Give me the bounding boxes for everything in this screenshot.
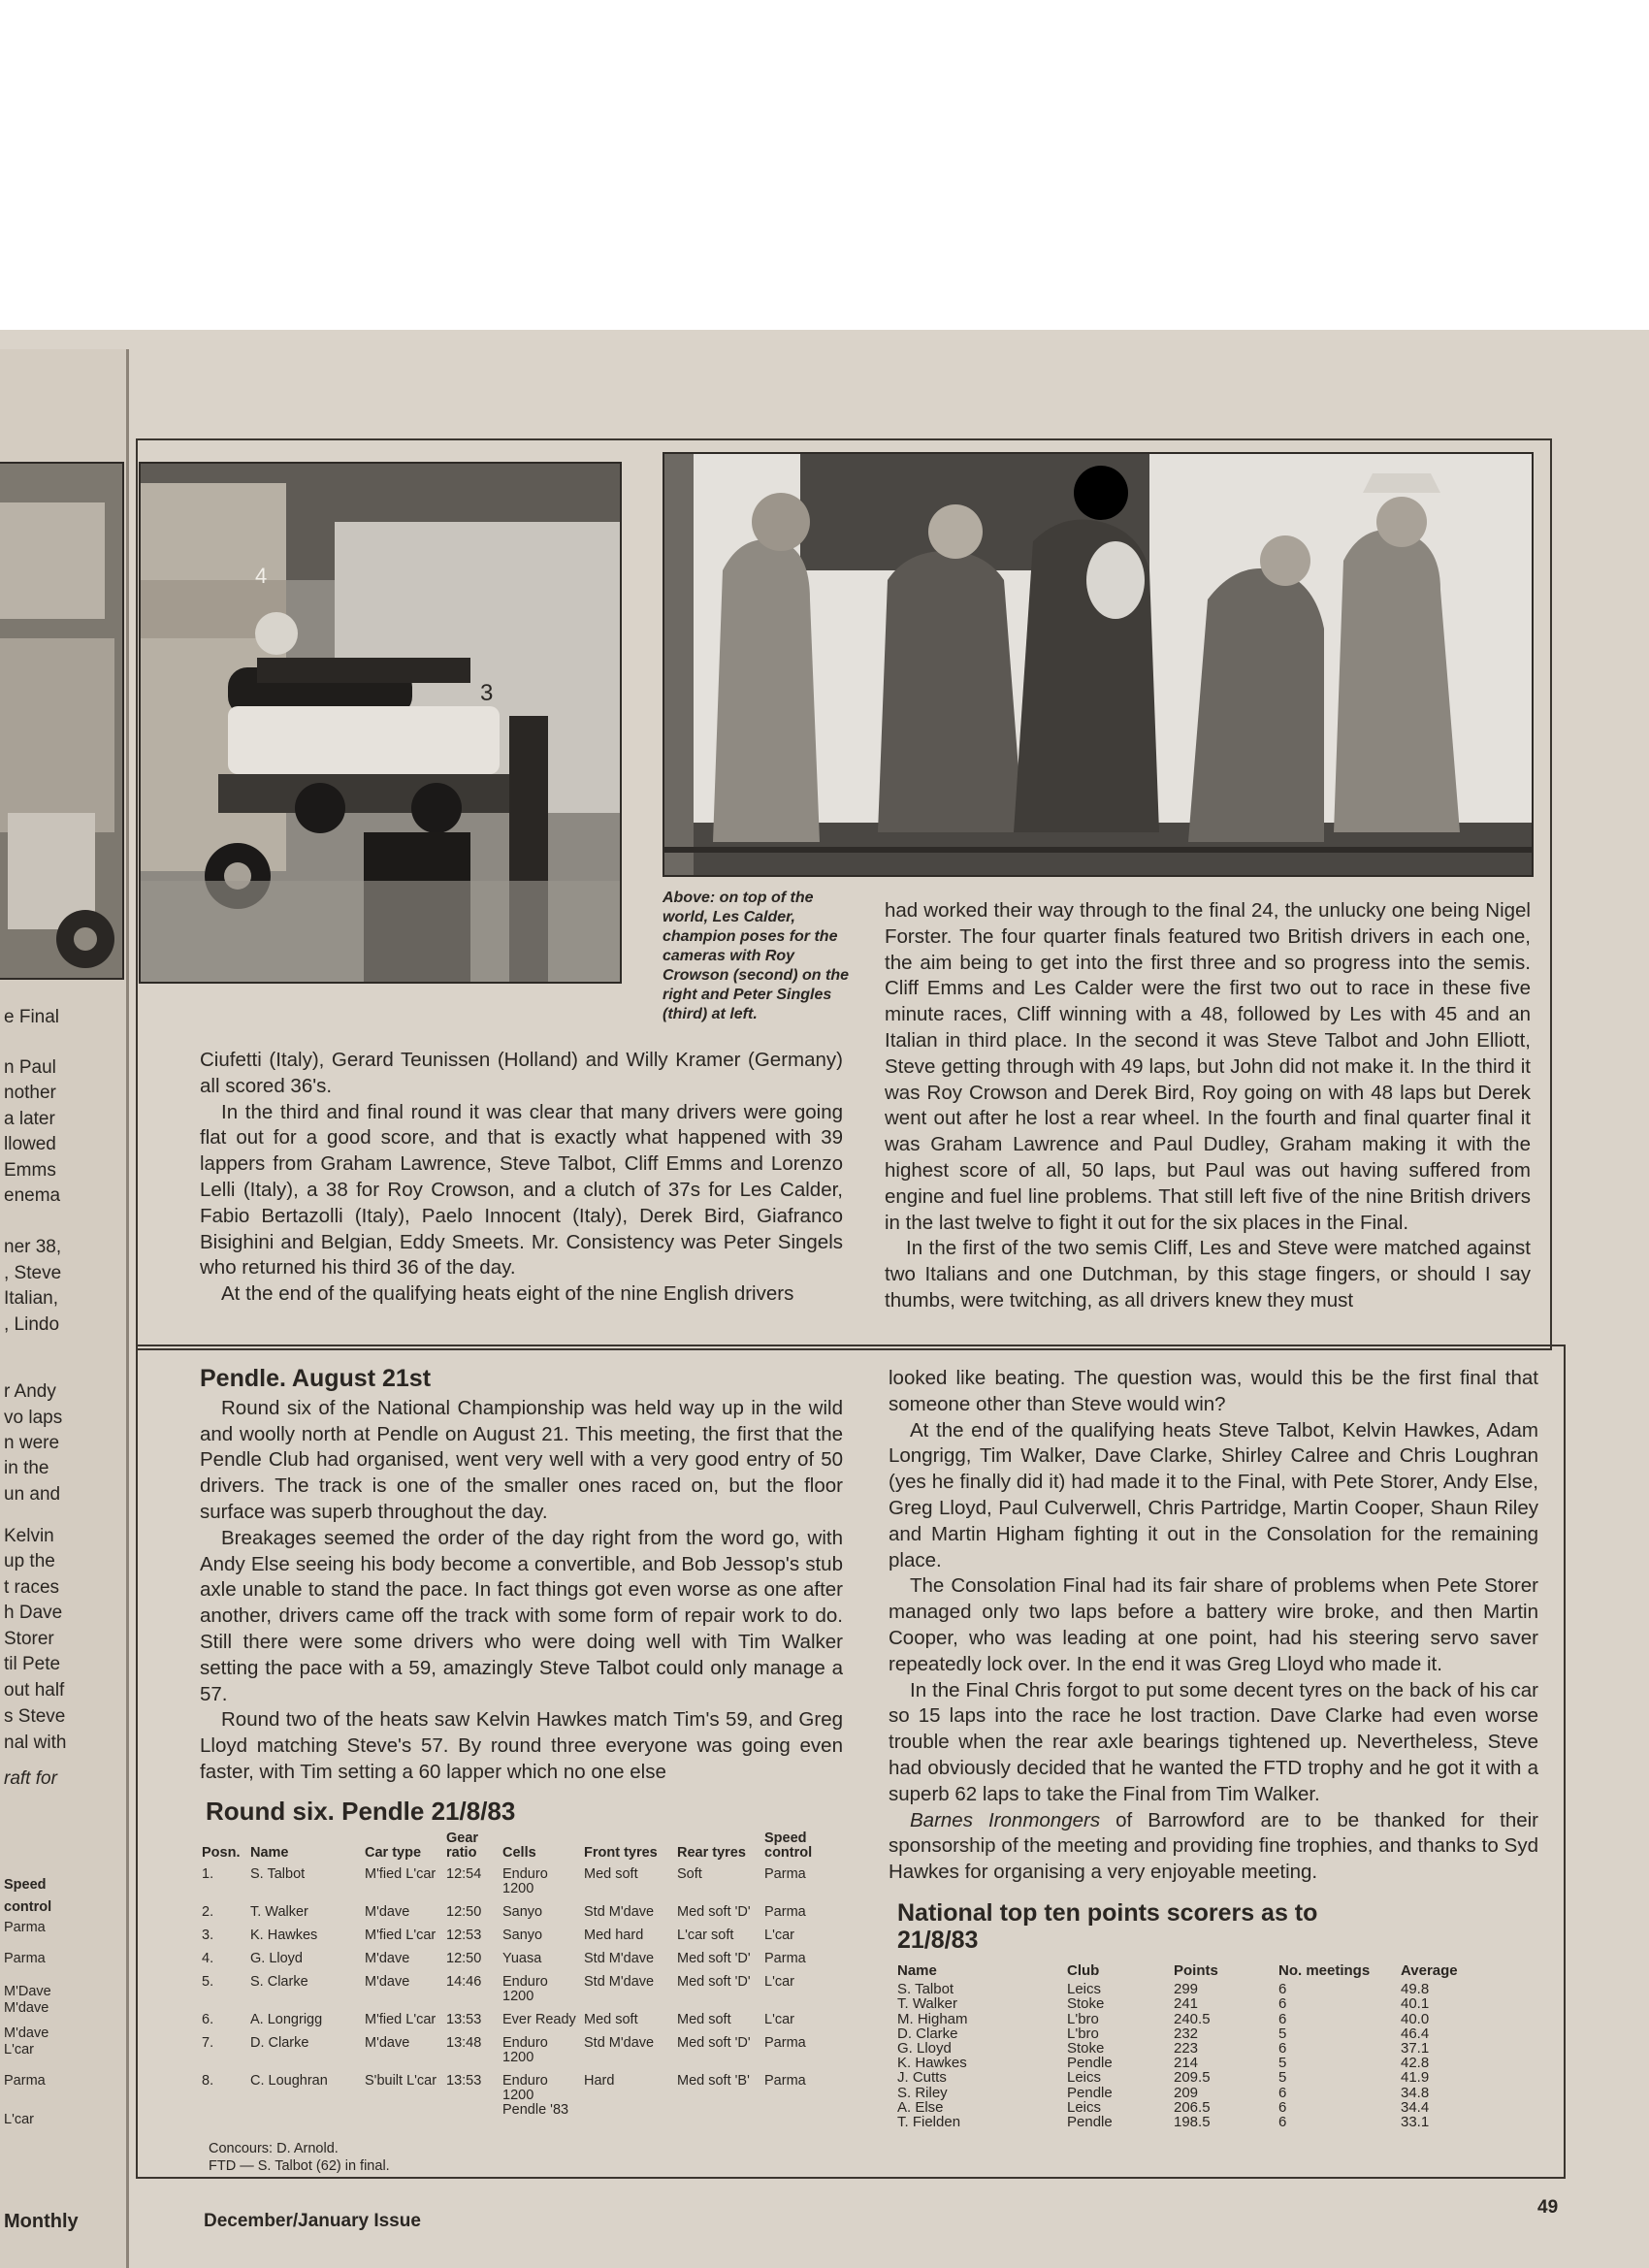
left-page-text-fragment: M'dave	[4, 2025, 49, 2041]
column-header: Car type	[365, 1845, 422, 1861]
pendle-heading: Pendle. August 21st	[200, 1365, 432, 1392]
left-page-footer: Monthly	[4, 2211, 79, 2232]
table-cell: 209	[1174, 2084, 1199, 2101]
table-cell: Med soft 'D'	[677, 1904, 751, 1920]
paragraph: had worked their way through to the final 24, the unlucky one being Nigel Forster. The four quarter finals featured two British drivers in each one, the aim being to get into the first three and so progress into the semis. Cliff Emms and Les Calder were the first two out to race in these five minute races, Cliff winning with a 48, followed by Les with 45 and an Italian in third place. In the second it was Steve Talbot and John Elliott, Steve getting through with 49 laps, but John did not make it. In the third it was Roy Crowson and Derek Bird, Roy going on with 48 laps but Derek went out after he lost a rear wheel. In the fourth and final quarter final it was Graham Lawrence and Paul Dudley, Graham making it with the highest score of all, 50 laps, but Paul was out having suffered from engine and fuel line problems. That still left five of the nine British drivers in the last twelve to fight it out for the six places in the Final.	[885, 899, 1531, 1234]
table-cell: T. Walker	[897, 1995, 957, 2013]
pendle-article-col1	[200, 1366, 843, 1786]
race-cars-illustration	[141, 464, 620, 982]
table-cell: T. Walker	[250, 1904, 308, 1920]
page-number: 49	[1537, 2197, 1559, 2218]
table-cell: Med soft 'B'	[677, 2073, 750, 2089]
paragraph: looked like beating. The question was, would this be the first final that someone other than Steve would win?	[889, 1367, 1538, 1415]
table-cell: 223	[1174, 2040, 1199, 2057]
table-cell: Sanyo	[502, 1928, 543, 1943]
left-page-text-fragment: control	[4, 1899, 52, 1915]
paragraph: Round two of the heats saw Kelvin Hawkes match Tim's 59, and Greg Lloyd matching Steve's 57. By round three everyone was going even faster, with Tim setting a 60 lapper which no one else	[200, 1708, 843, 1783]
table-cell: 2.	[202, 1904, 214, 1920]
table-cell: 6	[1278, 2114, 1287, 2131]
round-table-title: Round six. Pendle 21/8/83	[206, 1797, 516, 1826]
table-row	[897, 2056, 1507, 2070]
table-cell: M'dave	[365, 2035, 410, 2051]
table-cell: 6.	[202, 2012, 214, 2027]
table-cell: 41.9	[1401, 2069, 1430, 2087]
left-page-text-fragment: e Final	[4, 1007, 60, 1027]
left-page-text-fragment: t races	[4, 1577, 60, 1598]
table-cell: T. Fielden	[897, 2114, 961, 2131]
table-row	[897, 2086, 1507, 2100]
table-cell: L'car	[764, 1974, 794, 1990]
table-cell: 240.5	[1174, 2010, 1211, 2027]
table-cell: A. Else	[897, 2098, 944, 2116]
table-cell: Parma	[764, 1951, 806, 1966]
left-page-text-fragment: s Steve	[4, 1706, 66, 1727]
left-page-text-fragment: Storer	[4, 1629, 54, 1649]
paragraph: In the third and final round it was clear that many drivers were going flat out for a good score, and that is exactly what happened with 39 lappers from Graham Lawrence, Steve Talbot, Cliff Emms and Lorenzo Lelli (Italy), a 38 for Roy Crowson, and a clutch of 37s for Les Calder, Fabio Bertazolli (Italy), Paelo Innocent (Italy), Derek Bird, Giafranco Bisighini and Belgian, Eddy Smeets. Mr. Consistency was Peter Singels who returned his third 36 of the day.	[200, 1100, 843, 1280]
table-cell: 7.	[202, 2035, 214, 2051]
left-page-text-fragment: n were	[4, 1433, 60, 1453]
column-header: Rear tyres	[677, 1845, 746, 1861]
table-cell: 5	[1278, 2055, 1287, 2072]
table-cell: 6	[1278, 1995, 1287, 2013]
table-cell: Enduro 1200	[502, 2035, 548, 2065]
table-cell: Enduro 1200 Pendle '83	[502, 2073, 569, 2118]
table-cell: 206.5	[1174, 2098, 1211, 2116]
table-cell: 3.	[202, 1928, 214, 1943]
left-page-text-fragment: M'Dave	[4, 1984, 51, 1999]
table-cell: 46.4	[1401, 2025, 1430, 2042]
left-page-text-fragment: a later	[4, 1109, 55, 1129]
table-cell: Std M'dave	[584, 2035, 655, 2051]
column-header: Cells	[502, 1845, 536, 1861]
left-page-text-fragment: up the	[4, 1551, 55, 1571]
upper-article-col2	[885, 898, 1531, 1314]
table-cell: Pendle	[1067, 2055, 1113, 2072]
table-cell: 198.5	[1174, 2114, 1211, 2131]
sponsor-name: Barnes Ironmongers	[910, 1808, 1101, 1831]
table-cell: 33.1	[1401, 2114, 1430, 2131]
left-page-text-fragment: llowed	[4, 1134, 56, 1154]
column-header: Name	[250, 1845, 289, 1861]
table-cell: 34.4	[1401, 2098, 1430, 2116]
podium-photo	[663, 452, 1534, 877]
table-row	[897, 1982, 1507, 1996]
left-page-text-fragment: raft for	[4, 1768, 57, 1789]
points-table-header	[897, 1963, 1507, 1982]
left-page-text-fragment: nal with	[4, 1733, 67, 1753]
left-page-text-fragment: nother	[4, 1083, 56, 1103]
table-cell: 34.8	[1401, 2084, 1430, 2101]
table-cell: Sanyo	[502, 1904, 543, 1920]
table-row	[202, 1864, 850, 1902]
table-cell: S. Clarke	[250, 1974, 308, 1990]
table-cell: 12:53	[446, 1928, 482, 1943]
table-row	[897, 1996, 1507, 2011]
left-page-text-fragment: L'car	[4, 2042, 34, 2057]
table-cell: 5.	[202, 1974, 214, 1990]
photo-caption: Above: on top of the world, Les Calder, champion poses for the cameras with Roy Crowson (second) on the right and Peter Singles (third) at left.	[663, 890, 849, 1022]
table-cell: 5	[1278, 2025, 1287, 2042]
table-cell: C. Loughran	[250, 2073, 328, 2089]
left-page-text-fragment: M'dave	[4, 2000, 49, 2016]
table-cell: 6	[1278, 2010, 1287, 2027]
table-cell: Leics	[1067, 2098, 1102, 2116]
table-row	[202, 2010, 850, 2033]
left-page-strip	[0, 349, 129, 2268]
table-cell: 214	[1174, 2055, 1199, 2072]
table-cell: Med soft	[584, 1866, 638, 1882]
table-cell: A. Longrigg	[250, 2012, 323, 2027]
paragraph: Breakages seemed the order of the day right from the word go, with Andy Else seeing his body become a convertible, and Bob Jessop's stub axle unable to stand the pace. In fact things got even worse as one after another, drivers came off the track with some form of repair work to do. Still there were some drivers who were doing well with Tim Walker setting the pace with a 59, amazingly Steve Talbot could only manage a 57.	[200, 1526, 843, 1705]
table-cell: Pendle	[1067, 2084, 1113, 2101]
table-cell: 8.	[202, 2073, 214, 2089]
table-row	[202, 1972, 850, 2010]
column-header: Club	[1067, 1962, 1100, 1979]
left-page-text-fragment: Parma	[4, 1920, 46, 1935]
table-cell: 14:46	[446, 1974, 482, 1990]
table-row	[897, 2100, 1507, 2115]
table-cell: S. Talbot	[897, 1981, 954, 1998]
table-cell: 13:53	[446, 2012, 482, 2027]
left-page-text-fragment: in the	[4, 1458, 49, 1478]
table-cell: M'dave	[365, 1974, 410, 1990]
column-header: No. meetings	[1278, 1962, 1371, 1979]
car-number-4: 4	[255, 564, 268, 588]
left-page-text-fragment: L'car	[4, 2112, 34, 2127]
table-cell: 6	[1278, 1981, 1287, 1998]
table-cell: 1.	[202, 1866, 214, 1882]
table-cell: Parma	[764, 1866, 806, 1882]
table-cell: Std M'dave	[584, 1974, 655, 1990]
column-header: Points	[1174, 1962, 1218, 1979]
table-cell: L'car	[764, 1928, 794, 1943]
table-cell: Parma	[764, 2073, 806, 2089]
table-cell: M. Higham	[897, 2010, 968, 2027]
left-page-text-fragment: h Dave	[4, 1603, 63, 1623]
table-cell: 12:54	[446, 1866, 482, 1882]
table-cell: 49.8	[1401, 1981, 1430, 1998]
table-cell: 232	[1174, 2025, 1199, 2042]
table-cell: Med hard	[584, 1928, 644, 1943]
left-page-text-fragment: Emms	[4, 1160, 56, 1181]
table-cell: K. Hawkes	[250, 1928, 318, 1943]
table-cell: 299	[1174, 1981, 1199, 1998]
sponsor-text: of Barrowford are to be thanked for their sponsorship of the meeting and providing fine trophies, and thanks to Syd Hawkes for organising a very enjoyable meeting.	[889, 1808, 1539, 1884]
table-cell: Parma	[764, 1904, 806, 1920]
pendle-article-col2	[889, 1366, 1538, 1886]
table-cell: Leics	[1067, 1981, 1102, 1998]
left-page-text-fragment: Speed	[4, 1877, 47, 1893]
left-page-photo-art	[0, 464, 122, 978]
column-header: Speed control	[764, 1831, 813, 1861]
left-page-text-fragment: Italian,	[4, 1288, 58, 1309]
table-cell: 4.	[202, 1951, 214, 1966]
round-results-table	[202, 1831, 850, 2123]
table-cell: Std M'dave	[584, 1951, 655, 1966]
race-cars-photo	[139, 462, 622, 984]
column-header: Posn.	[202, 1845, 241, 1861]
left-page-text-fragment: til Pete	[4, 1654, 61, 1674]
table-cell: 5	[1278, 2069, 1287, 2087]
table-cell: Parma	[764, 2035, 806, 2051]
table-cell: 12:50	[446, 1951, 482, 1966]
table-cell: Stoke	[1067, 2040, 1105, 2057]
table-row	[202, 1926, 850, 1949]
round-table-header	[202, 1831, 850, 1864]
points-table	[897, 1963, 1507, 2129]
left-page-text-fragment: Kelvin	[4, 1526, 54, 1546]
table-row	[897, 2041, 1507, 2056]
table-cell: L'bro	[1067, 2025, 1099, 2042]
table-cell: Stoke	[1067, 1995, 1105, 2013]
table-row	[897, 2026, 1507, 2041]
table-cell: 40.1	[1401, 1995, 1430, 2013]
left-page-text-fragment: r Andy	[4, 1381, 56, 1402]
upper-article-col1	[200, 1048, 843, 1308]
table-cell: Med soft	[677, 2012, 731, 2027]
table-row	[202, 1902, 850, 1926]
left-page-text-fragment: , Lindo	[4, 1314, 60, 1335]
left-page-text-fragment: Parma	[4, 2073, 46, 2089]
table-cell: Std M'dave	[584, 1904, 655, 1920]
car-number-3: 3	[480, 680, 494, 706]
podium-illustration	[664, 454, 1532, 875]
table-cell: 13:48	[446, 2035, 482, 2051]
table-row	[897, 2115, 1507, 2129]
table-cell: 209.5	[1174, 2069, 1211, 2087]
table-cell: 6	[1278, 2098, 1287, 2116]
paragraph	[889, 1808, 1538, 1886]
left-page-text-fragment: out half	[4, 1680, 65, 1701]
table-row	[202, 1949, 850, 1972]
table-cell: M'dave	[365, 1904, 410, 1920]
table-cell: M'fied L'car	[365, 2012, 436, 2027]
table-cell: D. Clarke	[897, 2025, 958, 2042]
table-cell: D. Clarke	[250, 2035, 309, 2051]
table-cell: S. Riley	[897, 2084, 948, 2101]
table-cell: Hard	[584, 2073, 615, 2089]
table-cell: M'fied L'car	[365, 1928, 436, 1943]
issue-footer: December/January Issue	[204, 2211, 421, 2231]
table-cell: J. Cutts	[897, 2069, 947, 2087]
table-cell: Soft	[677, 1866, 702, 1882]
left-page-text-fragment: un and	[4, 1484, 61, 1505]
left-page-text-fragment: vo laps	[4, 1408, 63, 1428]
table-cell: L'car	[764, 2012, 794, 2027]
table-cell: 42.8	[1401, 2055, 1430, 2072]
paragraph: The Consolation Final had its fair share of problems when Pete Storer managed only two laps before a battery wire broke, and then Martin Cooper, who was leading at one point, had his steering servo saver repeatedly lock over. In the end it was Greg Lloyd who made it.	[889, 1574, 1538, 1675]
left-page-text-fragment: ner 38,	[4, 1237, 62, 1257]
table-cell: Enduro 1200	[502, 1974, 548, 2004]
table-cell: 241	[1174, 1995, 1199, 2013]
points-table-title: National top ten points scorers as to 21/8/83	[897, 1899, 1318, 1954]
left-page-text-fragment: Parma	[4, 1951, 46, 1966]
column-header: Front tyres	[584, 1845, 658, 1861]
table-cell: Enduro 1200	[502, 1866, 548, 1896]
table-cell: M'dave	[365, 1951, 410, 1966]
left-page-text-fragment: , Steve	[4, 1263, 62, 1283]
table-cell: K. Hawkes	[897, 2055, 967, 2072]
paragraph: In the Final Chris forgot to put some decent tyres on the back of his car so 15 laps into the race he lost traction. Dave Clarke had even worse trouble when the rear axle bearings tightened up. Nevertheless, Steve had obviously decided that he wanted the FTD trophy and he got it with a superb 62 laps to take the Final from Tim Walker.	[889, 1678, 1538, 1805]
left-page-photo	[0, 462, 124, 980]
paragraph: At the end of the qualifying heats eight of the nine English drivers	[221, 1282, 794, 1306]
column-header: Name	[897, 1962, 937, 1979]
table-cell: L'bro	[1067, 2010, 1099, 2027]
column-header: Average	[1401, 1962, 1458, 1979]
paragraph: At the end of the qualifying heats Steve Talbot, Kelvin Hawkes, Adam Longrigg, Tim Walker, Dave Clarke, Shirley Calree and Chris Loughran (yes he finally did it) had made it to the Final, with Pete Storer, Andy Else, Greg Lloyd, Paul Culverwell, Chris Partridge, Martin Cooper, Shaun Riley and Martin Higham fighting it out in the Consolation for the remaining place.	[889, 1418, 1538, 1571]
table-cell: 13:53	[446, 2073, 482, 2089]
table-cell: M'fied L'car	[365, 1866, 436, 1882]
table-cell: Leics	[1067, 2069, 1102, 2087]
left-page-text-fragment: enema	[4, 1185, 61, 1206]
table-cell: Ever Ready	[502, 2012, 576, 2027]
table-cell: 40.0	[1401, 2010, 1430, 2027]
table-row	[202, 2033, 850, 2071]
table-row	[897, 2012, 1507, 2026]
table-cell: G. Lloyd	[250, 1951, 303, 1966]
table-cell: Med soft 'D'	[677, 1951, 751, 1966]
paragraph: Round six of the National Championship was held way up in the wild and woolly north at Pendle on August 21. This meeting, the first that the Pendle Club had organised, went very well with a very good entry of 50 drivers. The track is one of the smaller ones raced on, but the floor surface was superb throughout the day.	[200, 1396, 843, 1523]
table-row	[202, 2071, 850, 2123]
table-row	[897, 2070, 1507, 2085]
table-cell: Med soft 'D'	[677, 2035, 751, 2051]
column-header: Gear ratio	[446, 1831, 479, 1861]
ftd-note: FTD — S. Talbot (62) in final.	[209, 2158, 390, 2174]
table-cell: Yuasa	[502, 1951, 542, 1966]
concours-note: Concours: D. Arnold.	[209, 2141, 339, 2156]
table-cell: S. Talbot	[250, 1866, 306, 1882]
table-cell: G. Lloyd	[897, 2040, 952, 2057]
table-cell: 12:50	[446, 1904, 482, 1920]
table-cell: 6	[1278, 2040, 1287, 2057]
table-cell: Med soft 'D'	[677, 1974, 751, 1990]
table-cell: 37.1	[1401, 2040, 1430, 2057]
table-cell: Pendle	[1067, 2114, 1113, 2131]
table-cell: 6	[1278, 2084, 1287, 2101]
table-cell: L'car soft	[677, 1928, 734, 1943]
table-cell: Med soft	[584, 2012, 638, 2027]
left-page-text-fragment: n Paul	[4, 1057, 56, 1078]
paragraph: In the first of the two semis Cliff, Les and Steve were matched against two Italians and one Dutchman, by this stage fingers, or should I say thumbs, were twitching, as all drivers knew they must	[885, 1237, 1531, 1312]
paragraph: Ciufetti (Italy), Gerard Teunissen (Holland) and Willy Kramer (Germany) all scored 36's.	[200, 1049, 843, 1097]
table-cell: S'built L'car	[365, 2073, 437, 2089]
